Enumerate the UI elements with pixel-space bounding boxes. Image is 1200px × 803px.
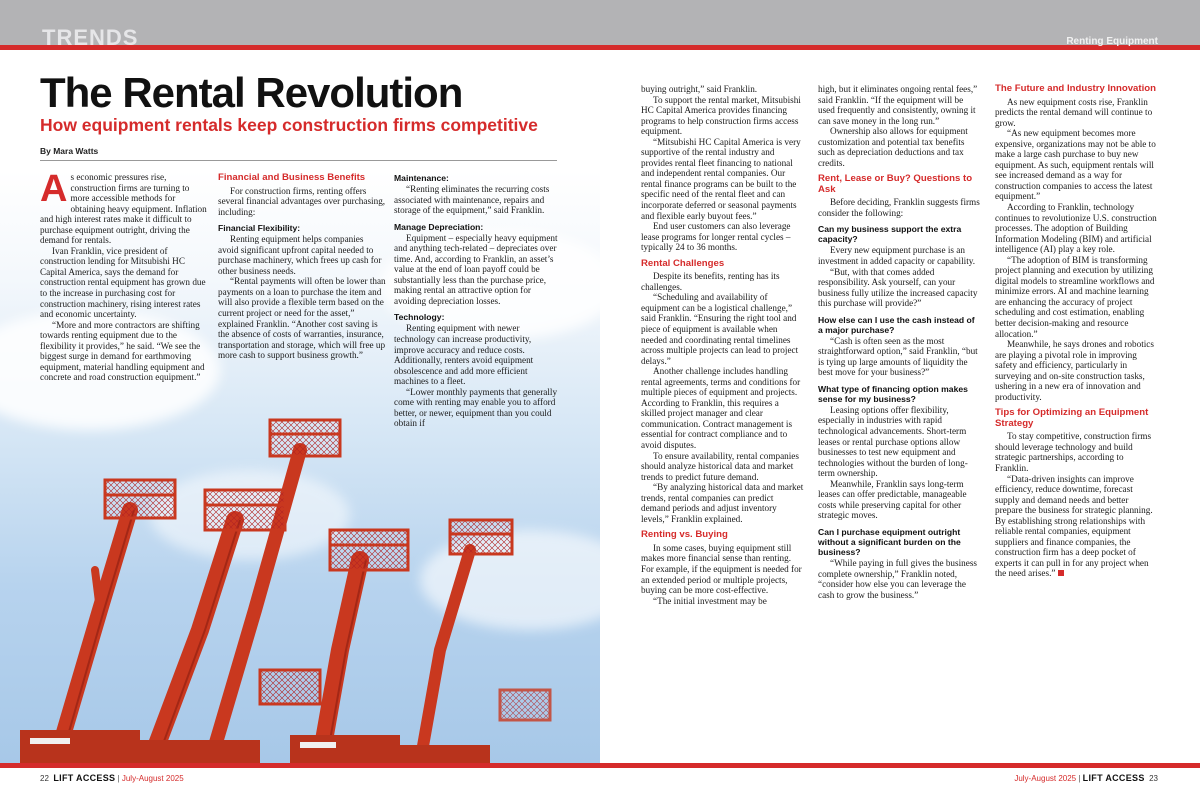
paragraph: End user customers can also leverage lease programs for longer rental cycles – typically 24 to 36 months. xyxy=(641,221,791,253)
red-square-icon xyxy=(1058,570,1064,576)
paragraph: Leasing options offer flexibility, especially in industries with rapid technological advancements. Short-term leases or rental purchase options allow businesses to test new equipment and technologies without the burden of long-term ownership. xyxy=(818,404,968,479)
question-3: What type of financing option makes sense for my business? xyxy=(818,383,968,404)
paragraph: “More and more contractors are shifting towards renting equipment due to the flexibility it provides,” he said. “We see the biggest surge in demand for earthmoving equipment, material handling equipment and concrete and road construction equipment.” xyxy=(40,319,205,383)
heading-future-innovation: The Future and Industry Innovation xyxy=(995,83,1156,94)
section-label: TRENDS xyxy=(42,25,139,50)
paragraph: “Renting eliminates the recurring costs associated with maintenance, repairs and storage of the equipment,” said Franklin. xyxy=(394,184,550,216)
paragraph: To ensure availability, rental companies should analyze historical data and market trends to predict future demand. xyxy=(641,450,799,482)
paragraph: Renting equipment with newer technology can increase productivity, improve accuracy and reduce costs. Additionally, renters avoid equipment obsolescence and add more efficient machines to a fleet. xyxy=(394,323,534,387)
page-number-right: 23 xyxy=(1149,774,1158,783)
paragraph: “Rental payments will often be lower than payments on a loan to purchase the item and will also provide a flexible term based on the current project or need for the asset,” explained Franklin. “Another cost saving is the absence of costs of warranties, insurance, transportation and storage, which will free up more cash to support business growth.” xyxy=(218,276,386,361)
paragraph: As new equipment costs rise, Franklin predicts the rental demand will continue to grow. xyxy=(995,96,1153,128)
column-2 xyxy=(218,173,386,361)
paragraph: Ivan Franklin, vice president of construction lending for Mitsubishi HC Capital America, says the demand for construction rental equipment has grown due to the increase in purchasing cost for construction machinery, rising interest rates and economic uncertainty. xyxy=(40,245,206,320)
lift-and-access-logo: LIFT ACCESS xyxy=(1082,773,1145,783)
paragraph: “Data-driven insights can improve efficiency, reduce downtime, forecast supply and demand needs and better prepare the business for strategic planning. By establishing strong relationships with reliable rental companies, equipment suppliers and finance companies, the construction firm has a deep pocket of experts it can pull in for any project when the need arises.” xyxy=(995,473,1153,579)
heading-rent-lease-buy: Rent, Lease or Buy? Questions to Ask xyxy=(818,173,973,195)
question-1: Can my business support the extra capacity? xyxy=(818,224,962,245)
paragraph: “The initial investment may be xyxy=(653,595,767,606)
paragraph: Renting equipment helps companies avoid significant upfront capital needed to purchase machinery, which frees up cash for other business needs. xyxy=(218,234,382,276)
paragraph: Ownership also allows for equipment customization and potential tax benefits such as depreciation deductions and tax credits. xyxy=(818,126,968,168)
paragraph: Before deciding, Franklin suggests firms consider the following: xyxy=(818,197,980,218)
paragraph: “But, with that comes added responsibility. Ask yourself, can your business fully utilize the increased capacity this purchase will provide?” xyxy=(818,266,978,309)
issue-date-left: July-August 2025 xyxy=(121,774,184,783)
paragraph: “Cash is often seen as the most straightforward option,” said Franklin, “but is tying up large amounts of liquidity the best move for your business?” xyxy=(818,335,978,378)
page-number-left: 22 xyxy=(40,774,49,783)
paragraph: “While paying in full gives the business complete ownership,” Franklin noted, “consider how else you can leverage the cash to grow the business.” xyxy=(818,557,977,600)
footer-red-rule xyxy=(0,763,1200,768)
paragraph: “Mitsubishi HC Capital America is very supportive of the rental industry and provides rental fleet financing to national and independent rental companies. Our rental finance programs can be built to the specific need of the rental fleet and can incorporate deferred or seasonal payments and flexible early buyout fees.” xyxy=(641,136,801,221)
paragraph: buying outright,” said Franklin. xyxy=(641,84,758,94)
heading-rental-challenges: Rental Challenges xyxy=(641,257,725,269)
column-5 xyxy=(818,84,981,600)
article-subtitle: How equipment rentals keep construction firms competitive xyxy=(40,115,538,135)
column-4 xyxy=(641,84,804,606)
question-2: How else can I use the cash instead of a major purchase? xyxy=(818,314,975,335)
paragraph: Meanwhile, he says drones and robotics are playing a pivotal role in improving safety and efficiency, particularly in surveying and on-site construction tasks, ushering in a new era of innovation and productivity. xyxy=(995,339,1154,402)
lift-and-access-logo: LIFT ACCESS xyxy=(53,773,116,783)
paragraph: According to Franklin, technology continues to revolutionize U.S. construction processes. The adoption of Building Information Modeling (BIM) and artificial intelligence (AI) play a key role. xyxy=(995,201,1157,255)
column-1 xyxy=(40,168,208,383)
footer-left: 22 LIFT ACCESS | July-August 2025 xyxy=(40,773,184,783)
article-title: The Rental Revolution xyxy=(40,69,463,116)
heading-tips: Tips for Optimizing an Equipment Strategy xyxy=(995,407,1149,429)
paragraph: Despite its benefits, renting has its challenges. xyxy=(641,271,780,292)
heading-renting-vs-buying: Renting vs. Buying xyxy=(641,529,728,541)
paragraph: To stay competitive, construction firms should leverage technology and build strategic partnerships, according to Franklin. xyxy=(995,431,1152,473)
issue-date-right: July-August 2025 xyxy=(1014,774,1077,783)
drop-cap: A xyxy=(40,168,68,210)
paragraph: “Lower monthly payments that generally come with renting may enable you to afford better, or newer, equipment than you could obtain if xyxy=(394,386,558,429)
intro-paragraph: As economic pressures rise, construction firms are turning to more accessible methods for obtaining heavy equipment. Inflation and high interest rates make it difficult to purchase equipment outright, driving the demand for rentals. xyxy=(40,168,207,246)
byline: By Mara Watts xyxy=(40,146,99,156)
paragraph: Meanwhile, Franklin says long-term leases can offer predictable, manageable costs while preserving capital for other strategic moves. xyxy=(818,478,967,521)
paragraph: Equipment – especially heavy equipment and anything tech-related – depreciates over time. And, according to Franklin, an asset’s value at the end of loan payoff could be substantially less than the purchase price, making rental an attractive option for avoiding depreciation losses. xyxy=(394,232,558,306)
paragraph: Every new equipment purchase is an investment in added capacity or capability. xyxy=(818,245,976,267)
paragraph: “As new equipment becomes more expensive, organizations may not be able to make a large cash purchase to buy new equipment. As such, equipment rentals will see increased demand as a way for construction companies to access the latest equipment.” xyxy=(995,128,1156,202)
question-4: Can I purchase equipment outright without a significant burden on the business? xyxy=(818,526,961,557)
subheading-maintenance: Maintenance: xyxy=(394,173,449,183)
paragraph: In some cases, buying equipment still makes more financial sense than renting. For example, if the equipment is needed for an extended period or multiple projects, buying can be more cost-effective. xyxy=(641,542,802,596)
paragraph: For construction firms, renting offers several financial advantages over purchasing, including: xyxy=(218,185,386,217)
paragraph: “The adoption of BIM is transforming project planning and execution by utilizing digital models to streamline workflows and minimize errors. AI and machine learning are enhancing the accuracy of project scheduling and cost estimation, enabling better decision-making and resource allocation.” xyxy=(995,254,1155,339)
header-band xyxy=(0,0,1200,50)
title-divider xyxy=(40,160,557,161)
paragraph: “By analyzing historical data and market trends, rental companies can predict demand periods and adjust inventory levels,” Franklin explained. xyxy=(641,482,804,524)
paragraph: To support the rental market, Mitsubishi HC Capital America provides financing programs to help construction firms access equipment. xyxy=(641,94,801,137)
footer-right: July-August 2025 | LIFT ACCESS 23 xyxy=(1014,773,1158,783)
subheading-financial-flexibility: Financial Flexibility: xyxy=(218,223,301,234)
subheading-technology: Technology: xyxy=(394,312,445,323)
column-3 xyxy=(394,173,559,429)
section-tag: Renting Equipment xyxy=(1066,36,1158,47)
paragraph: “Scheduling and availability of equipment can be a logistical challenge,” said Franklin. “Ensuring the right tool and piece of equipment is available when needed and coordinating rental timelines across multiple projects can lead to project delays.” xyxy=(641,292,799,366)
heading-financial-benefits: Financial and Business Benefits xyxy=(218,172,366,183)
paragraph: high, but it eliminates ongoing rental fees,” said Franklin. “If the equipment will be used frequently and consistently, owning it can save money in the long run.” xyxy=(818,84,978,126)
column-6 xyxy=(995,84,1158,579)
subheading-depreciation: Manage Depreciation: xyxy=(394,221,484,232)
paragraph: Another challenge includes handling rental agreements, terms and conditions for multiple pieces of equipment and projects. According to Franklin, this requires a skilled project manager and clear communication. Contract management is essential for contract compliance and to avoid disputes. xyxy=(641,366,801,450)
